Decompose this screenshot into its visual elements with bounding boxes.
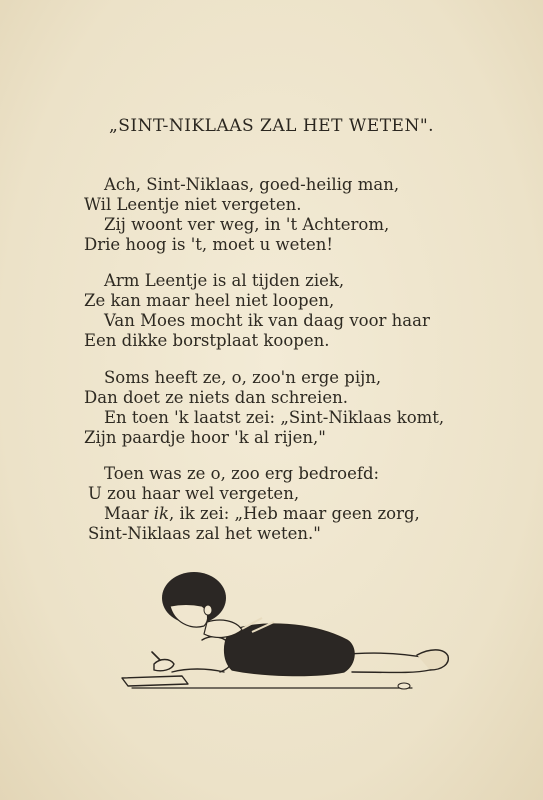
poem-line: Zij woont ver weg, in 't Achterom, (104, 215, 390, 234)
poem-line: Arm Leentje is al tijden ziek, (104, 271, 345, 290)
poem-line: Drie hoog is 't, moet u weten! (84, 235, 333, 254)
poem-line: Ach, Sint-Niklaas, goed-heilig man, (104, 175, 400, 194)
poem-line: Soms heeft ze, o, zoo'n erge pijn, (104, 368, 382, 387)
poem-line: Van Moes mocht ik van daag voor haar (104, 311, 430, 330)
poem-word: Maar (104, 504, 149, 523)
poem-line: Wil Leentje niet vergeten. (84, 195, 302, 214)
poem-line-mixed (104, 504, 420, 524)
poem-line: Zijn paardje hoor 'k al rijen," (84, 428, 326, 447)
poem-line: En toen 'k laatst zei: „Sint-Niklaas komt, (104, 408, 445, 427)
poem-word: , ik zei: „Heb maar geen zorg, (169, 504, 420, 523)
poem-line: U zou haar wel vergeten, (88, 484, 300, 503)
poem-line: Sint-Niklaas zal het weten." (88, 524, 321, 543)
poem-title: „SINT-NIKLAAS ZAL HET WETEN". (108, 116, 435, 136)
child-writing-illustration (112, 560, 457, 700)
poem-line: Dan doet ze niets dan schreien. (84, 388, 348, 407)
poem-line: Toen was ze o, zoo erg bedroefd: (104, 464, 380, 483)
poem-line: Ze kan maar heel niet loopen, (84, 291, 335, 310)
poem-emphasis: ik (153, 504, 169, 523)
poem-line: Een dikke borstplaat koopen. (84, 331, 330, 350)
